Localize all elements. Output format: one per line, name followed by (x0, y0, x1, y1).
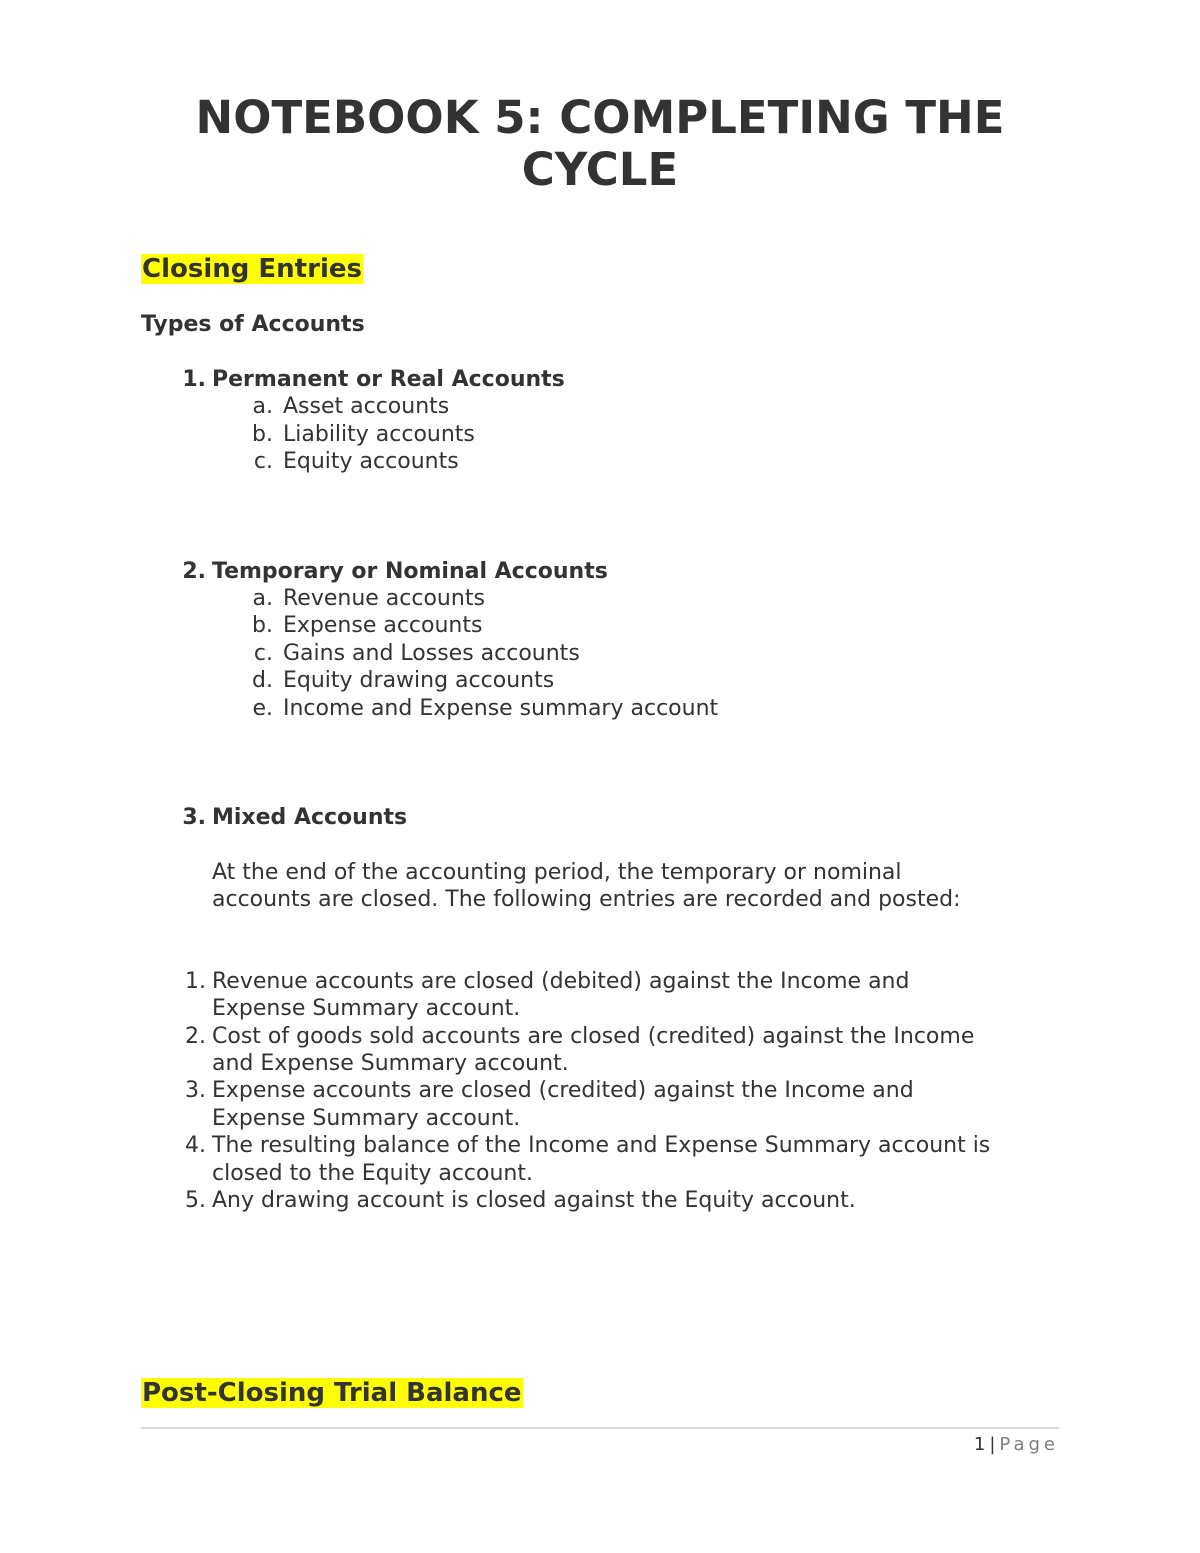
list-letter: c. (253, 641, 273, 666)
page-number: 1 (973, 1434, 986, 1455)
closing-step-text: The resulting balance of the Income and Expense Summary account is (212, 1133, 991, 1158)
list-number: 4. (185, 1133, 206, 1158)
account-type-3 (182, 804, 408, 832)
list-item (252, 667, 555, 695)
account-type-1 (182, 366, 565, 394)
list-item-text: Gains and Losses accounts (283, 641, 580, 666)
list-letter: b. (252, 613, 273, 638)
list-item (252, 393, 450, 421)
list-item-text: Equity accounts (283, 449, 459, 474)
highlighted-heading-text: Post-Closing Trial Balance (142, 1378, 522, 1408)
closing-step-3 (185, 1077, 914, 1105)
list-item (252, 421, 475, 449)
intro-paragraph-line-1: At the end of the accounting period, the temporary or nominal (212, 860, 902, 885)
footer-divider (141, 1427, 1059, 1429)
list-item (253, 448, 459, 476)
list-number: 1. (185, 969, 206, 994)
list-number: 2. (182, 559, 206, 584)
closing-step-4-cont: closed to the Equity account. (212, 1161, 533, 1186)
closing-step-text: Expense accounts are closed (credited) against the Income and (212, 1078, 914, 1103)
closing-step-2-cont: and Expense Summary account. (212, 1051, 569, 1076)
closing-step-4 (185, 1132, 991, 1160)
account-type-label: Mixed Accounts (212, 805, 408, 830)
closing-step-text: Revenue accounts are closed (debited) against the Income and (212, 969, 910, 994)
account-type-2 (182, 558, 608, 586)
account-type-label: Permanent or Real Accounts (212, 367, 565, 392)
list-item-text: Revenue accounts (283, 586, 485, 611)
list-item (252, 612, 483, 640)
closing-step-5 (185, 1187, 856, 1215)
list-number: 3. (185, 1078, 206, 1103)
closing-step-2 (185, 1023, 975, 1051)
closing-step-1 (185, 968, 910, 996)
closing-step-1-cont: Expense Summary account. (212, 996, 521, 1021)
footer-separator: | (989, 1434, 996, 1455)
list-letter: a. (252, 586, 273, 611)
page-footer (974, 1433, 1059, 1457)
list-item (253, 640, 580, 668)
page-label: Page (999, 1434, 1059, 1455)
list-item (252, 585, 485, 613)
list-item (252, 695, 719, 723)
list-item-text: Liability accounts (283, 422, 475, 447)
list-letter: c. (253, 449, 273, 474)
intro-paragraph-line-2: accounts are closed. The following entries are recorded and posted: (212, 887, 961, 912)
subheading-types-of-accounts: Types of Accounts (141, 312, 365, 337)
list-letter: d. (252, 668, 273, 693)
list-letter: e. (252, 696, 273, 721)
list-item-text: Asset accounts (283, 394, 450, 419)
list-item-text: Expense accounts (283, 613, 483, 638)
list-number: 5. (185, 1188, 206, 1213)
closing-step-3-cont: Expense Summary account. (212, 1106, 521, 1131)
list-number: 1. (182, 367, 206, 392)
highlighted-heading-text: Closing Entries (142, 254, 362, 284)
list-number: 2. (185, 1024, 206, 1049)
closing-step-text: Any drawing account is closed against the Equity account. (212, 1188, 856, 1213)
page-title (0, 92, 1200, 196)
list-item-text: Income and Expense summary account (283, 696, 719, 721)
page-title-line-1: NOTEBOOK 5: COMPLETING THE (195, 91, 1005, 144)
account-type-label: Temporary or Nominal Accounts (212, 559, 608, 584)
list-number: 3. (182, 805, 206, 830)
list-letter: b. (252, 422, 273, 447)
closing-step-text: Cost of goods sold accounts are closed (credited) against the Income (212, 1024, 975, 1049)
page-title-line-2: CYCLE (521, 143, 679, 196)
section-heading-closing-entries (141, 251, 363, 287)
list-letter: a. (252, 394, 273, 419)
section-heading-post-closing (141, 1375, 523, 1411)
list-item-text: Equity drawing accounts (283, 668, 555, 693)
